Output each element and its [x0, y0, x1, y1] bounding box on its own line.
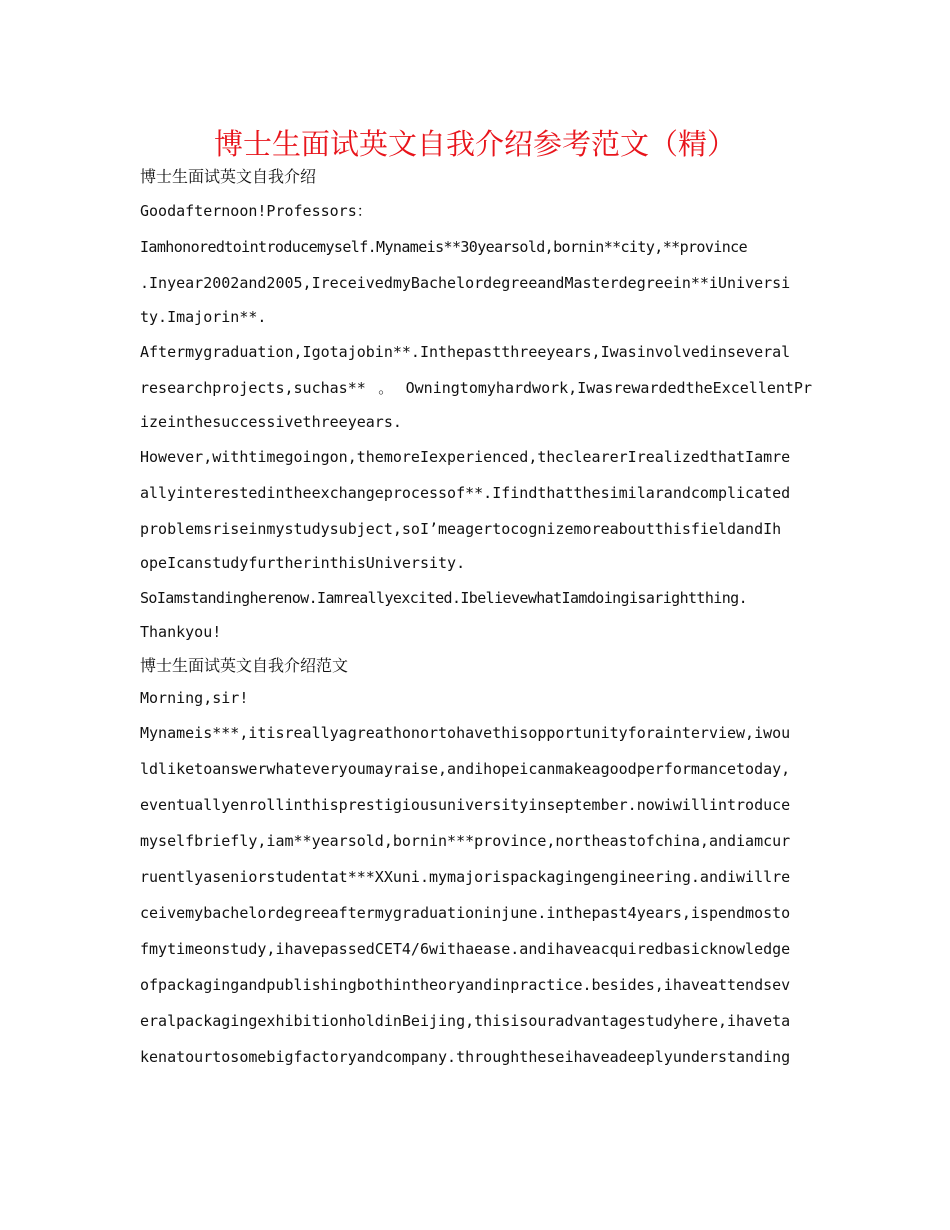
text-line: kenatourtosomebigfactoryandcompany.throughtheseihaveadeeplyunderstanding [140, 1048, 791, 1066]
text-line: ceivemybachelordegreeaftermygraduationinjune.inthepast4years,ispendmosto [140, 904, 791, 922]
text-line: researchprojects,suchas**。Owningtomyhardwork,IwasrewardedtheExcellentPr [140, 379, 812, 397]
text-line: problemsriseinmystudysubject,soI’meagertocognizemoreaboutthisfieldandIh [140, 520, 782, 538]
text-line: ruentlyaseniorstudentat***XXuni.mymajorispackagingengineering.andiwillre [140, 868, 791, 886]
text-line: ldliketoanswerwhateveryoumayraise,andihopeicanmakeagoodperformancetoday, [140, 760, 791, 778]
text-line: eralpackagingexhibitionholdinBeijing,thisisouradvantagestudyhere,ihaveta [140, 1012, 791, 1030]
text-line: Iamhonoredtointroducemyself.Mynameis**30yearsold,bornin**city,**province [140, 238, 748, 256]
text-line: Thankyou! [140, 623, 222, 641]
text-line: allyinterestedintheexchangeprocessof**.Ifindthatthesimilarandcomplicated [140, 484, 791, 502]
text-line: However,withtimegoingon,themoreIexperienced,theclearerIrealizedthatIamre [140, 448, 791, 466]
text-line: SoIamstandingherenow.Iamreallyexcited.IbelievewhatIamdoingisarightthing. [140, 589, 748, 607]
text-line: ty.Imajorin**. [140, 308, 267, 326]
text-line: Mynameis***,itisreallyagreathonortohavethisopportunityforainterview,iwou [140, 724, 791, 742]
text-line: izeinthesuccessivethreeyears. [140, 413, 402, 431]
text-line: Morning,sir! [140, 689, 249, 707]
text-line: opeIcanstudyfurtherinthisUniversity. [140, 554, 466, 572]
section-heading-2: 博士生面试英文自我介绍范文 [140, 656, 349, 675]
text-line: fmytimeonstudy,ihavepassedCET4/6withaease.andihaveacquiredbasicknowledge [140, 940, 791, 958]
document-body [140, 160, 812, 1075]
text-line: ofpackagingandpublishingbothintheoryandinpractice.besides,ihaveattendsev [140, 976, 791, 994]
text-line: myselfbriefly,iam**yearsold,bornin***province,northeastofchina,andiamcur [140, 832, 791, 850]
text-line: .Inyear2002and2005,IreceivedmyBachelordegreeandMasterdegreein**iUniversi [140, 274, 791, 292]
document-title: 博士生面试英文自我介绍参考范文（精） [213, 127, 736, 161]
section-heading-1: 博士生面试英文自我介绍 [140, 167, 317, 186]
text-line: Aftermygraduation,Igotajobin**.Inthepastthreeyears,Iwasinvolvedinseveral [140, 343, 791, 361]
text-line: eventuallyenrollinthisprestigiousuniversityinseptember.nowiwillintroduce [140, 796, 791, 814]
text-line: Goodafternoon!Professors： [140, 202, 372, 220]
